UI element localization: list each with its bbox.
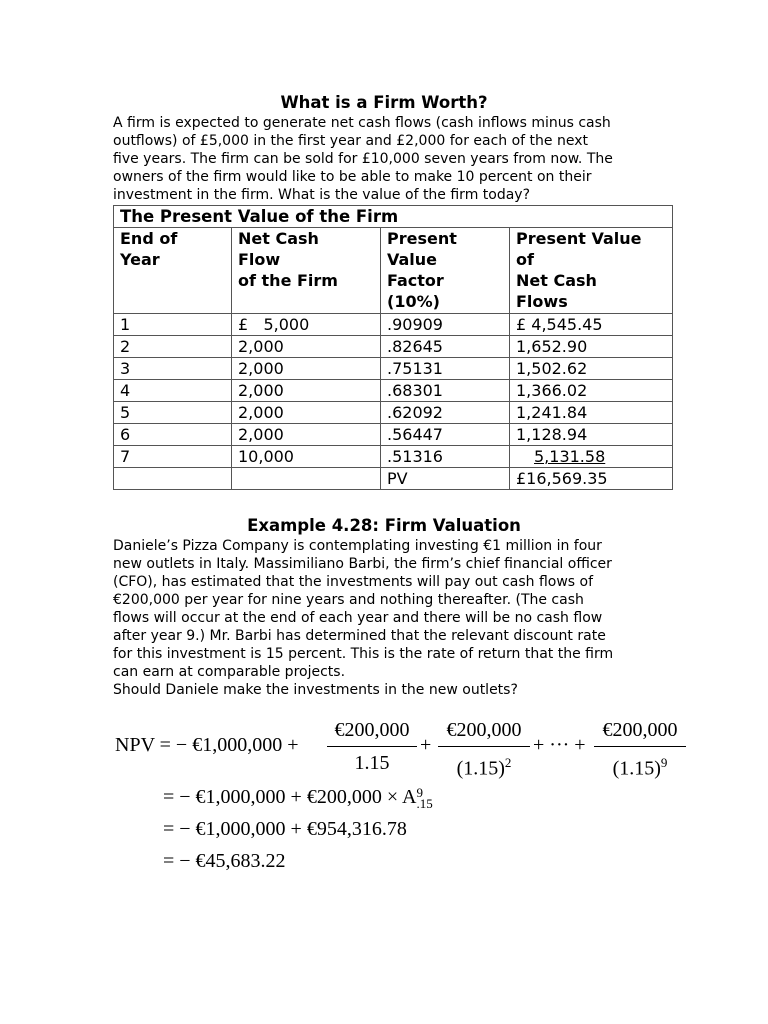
cell-year: 1 xyxy=(114,314,232,336)
header-line: Net Cash xyxy=(516,271,597,290)
cell-year: 5 xyxy=(114,402,232,424)
fraction-numerator: €200,000 xyxy=(438,718,530,747)
header-line: of xyxy=(516,250,534,269)
paragraph-line: after year 9.) Mr. Barbi has determined that the relevant discount rate xyxy=(113,628,606,644)
cell-factor: .68301 xyxy=(381,380,510,402)
table-caption-row xyxy=(114,206,673,228)
cell-pv: 1,652.90 xyxy=(510,336,673,358)
section-title-firm-worth: What is a Firm Worth? xyxy=(280,93,488,112)
cell-pv: 1,241.84 xyxy=(510,402,673,424)
cell-year: 3 xyxy=(114,358,232,380)
header-line: Value xyxy=(387,250,438,269)
annuity-indices xyxy=(416,785,433,812)
firm-worth-paragraph xyxy=(113,114,673,204)
header-line: Year xyxy=(120,250,160,269)
table-row xyxy=(114,446,673,468)
cell-cash-flow: 2,000 xyxy=(232,424,381,446)
equation-lhs: NPV = − €1,000,000 + xyxy=(115,734,299,756)
paragraph-line: Daniele’s Pizza Company is contemplating investing €1 million in four xyxy=(113,538,602,554)
cell-cash-flow: 10,000 xyxy=(232,446,381,468)
example-paragraph xyxy=(113,537,673,699)
cell-total-label: PV xyxy=(381,468,510,490)
cell-factor: .56447 xyxy=(381,424,510,446)
cell-pv: 1,366.02 xyxy=(510,380,673,402)
cell-pv-underlined xyxy=(510,446,673,468)
header-line: of the Firm xyxy=(238,271,338,290)
table-row xyxy=(114,336,673,358)
cell-empty xyxy=(232,468,381,490)
table-row xyxy=(114,358,673,380)
header-line: Flows xyxy=(516,292,568,311)
cell-factor: .90909 xyxy=(381,314,510,336)
present-value-table xyxy=(113,205,673,490)
denominator-base: (1.15) xyxy=(456,757,505,780)
paragraph-line: outflows) of £5,000 in the first year and £2,000 for each of the next xyxy=(113,133,589,149)
paragraph-line: new outlets in Italy. Massimiliano Barbi, the firm’s chief financial officer xyxy=(113,556,612,572)
header-line: Present xyxy=(387,229,457,248)
denominator-exponent: 2 xyxy=(504,755,512,770)
fraction-term-1 xyxy=(327,718,417,775)
cell-factor: .51316 xyxy=(381,446,510,468)
denominator-base: (1.15) xyxy=(612,757,661,780)
annuity-subscript: .15 xyxy=(416,796,433,812)
header-line: Factor xyxy=(387,271,444,290)
cell-cash-flow: 2,000 xyxy=(232,358,381,380)
cell-cash-flow: 2,000 xyxy=(232,402,381,424)
equation-line-2 xyxy=(163,785,433,812)
cell-empty xyxy=(114,468,232,490)
table-row xyxy=(114,380,673,402)
section-title-example: Example 4.28: Firm Valuation xyxy=(247,516,521,535)
table-header-row xyxy=(114,228,673,314)
npv-equation xyxy=(0,710,768,880)
fraction-term-3 xyxy=(594,718,686,781)
table-row xyxy=(114,314,673,336)
paragraph-line: for this investment is 15 percent. This is the rate of return that the firm xyxy=(113,646,614,662)
paragraph-line: (CFO), has estimated that the investments will pay out cash flows of xyxy=(113,574,594,590)
cell-factor: .82645 xyxy=(381,336,510,358)
cell-year: 7 xyxy=(114,446,232,468)
denominator-exponent: 9 xyxy=(660,755,668,770)
header-line: (10%) xyxy=(387,292,440,311)
header-line: Present Value xyxy=(516,229,642,248)
cell-year: 4 xyxy=(114,380,232,402)
header-line: End of xyxy=(120,229,178,248)
cell-cash-flow: 2,000 xyxy=(232,336,381,358)
cell-cash-flow: 2,000 xyxy=(232,380,381,402)
fraction-term-2 xyxy=(438,718,530,781)
paragraph-line: A firm is expected to generate net cash flows (cash inflows minus cash xyxy=(113,115,611,131)
fraction-denominator xyxy=(594,747,686,781)
header-net-cash-flow xyxy=(232,228,381,314)
cell-year: 6 xyxy=(114,424,232,446)
table-row xyxy=(114,424,673,446)
underlined-value: 5,131.58 xyxy=(534,447,606,466)
paragraph-line: flows will occur at the end of each year and there will be no cash flow xyxy=(113,610,603,626)
header-pv-factor xyxy=(381,228,510,314)
plus-sign: + xyxy=(420,734,432,756)
table-total-row xyxy=(114,468,673,490)
header-end-of-year xyxy=(114,228,232,314)
cell-factor: .75131 xyxy=(381,358,510,380)
ellipsis-plus: + ··· + xyxy=(533,734,586,756)
paragraph-line: €200,000 per year for nine years and nothing thereafter. (The cash xyxy=(113,592,584,608)
header-line: Net Cash xyxy=(238,229,319,248)
paragraph-line: five years. The firm can be sold for £10,000 seven years from now. The xyxy=(113,151,613,167)
annuity-superscript: 9 xyxy=(416,785,423,801)
line-2-text: = − €1,000,000 + €200,000 × A xyxy=(163,786,417,808)
cell-total-value: £16,569.35 xyxy=(510,468,673,490)
paragraph-line: Should Daniele make the investments in the new outlets? xyxy=(113,682,518,698)
header-line: Flow xyxy=(238,250,281,269)
cell-pv: 1,128.94 xyxy=(510,424,673,446)
table-row xyxy=(114,402,673,424)
fraction-numerator: €200,000 xyxy=(327,718,417,747)
equation-line-4: = − €45,683.22 xyxy=(163,850,286,872)
fraction-denominator xyxy=(438,747,530,781)
cell-year: 2 xyxy=(114,336,232,358)
cell-pv: 1,502.62 xyxy=(510,358,673,380)
cell-cash-flow: £ 5,000 xyxy=(232,314,381,336)
cell-pv: £ 4,545.45 xyxy=(510,314,673,336)
cell-factor: .62092 xyxy=(381,402,510,424)
equation-line-3: = − €1,000,000 + €954,316.78 xyxy=(163,818,407,840)
fraction-denominator: 1.15 xyxy=(354,752,390,774)
fraction-numerator: €200,000 xyxy=(594,718,686,747)
paragraph-line: owners of the firm would like to be able to make 10 percent on their xyxy=(113,169,592,185)
paragraph-line: investment in the firm. What is the value of the firm today? xyxy=(113,187,531,203)
table-caption: The Present Value of the Firm xyxy=(114,206,673,228)
header-pv-cash-flows xyxy=(510,228,673,314)
paragraph-line: can earn at comparable projects. xyxy=(113,664,346,680)
